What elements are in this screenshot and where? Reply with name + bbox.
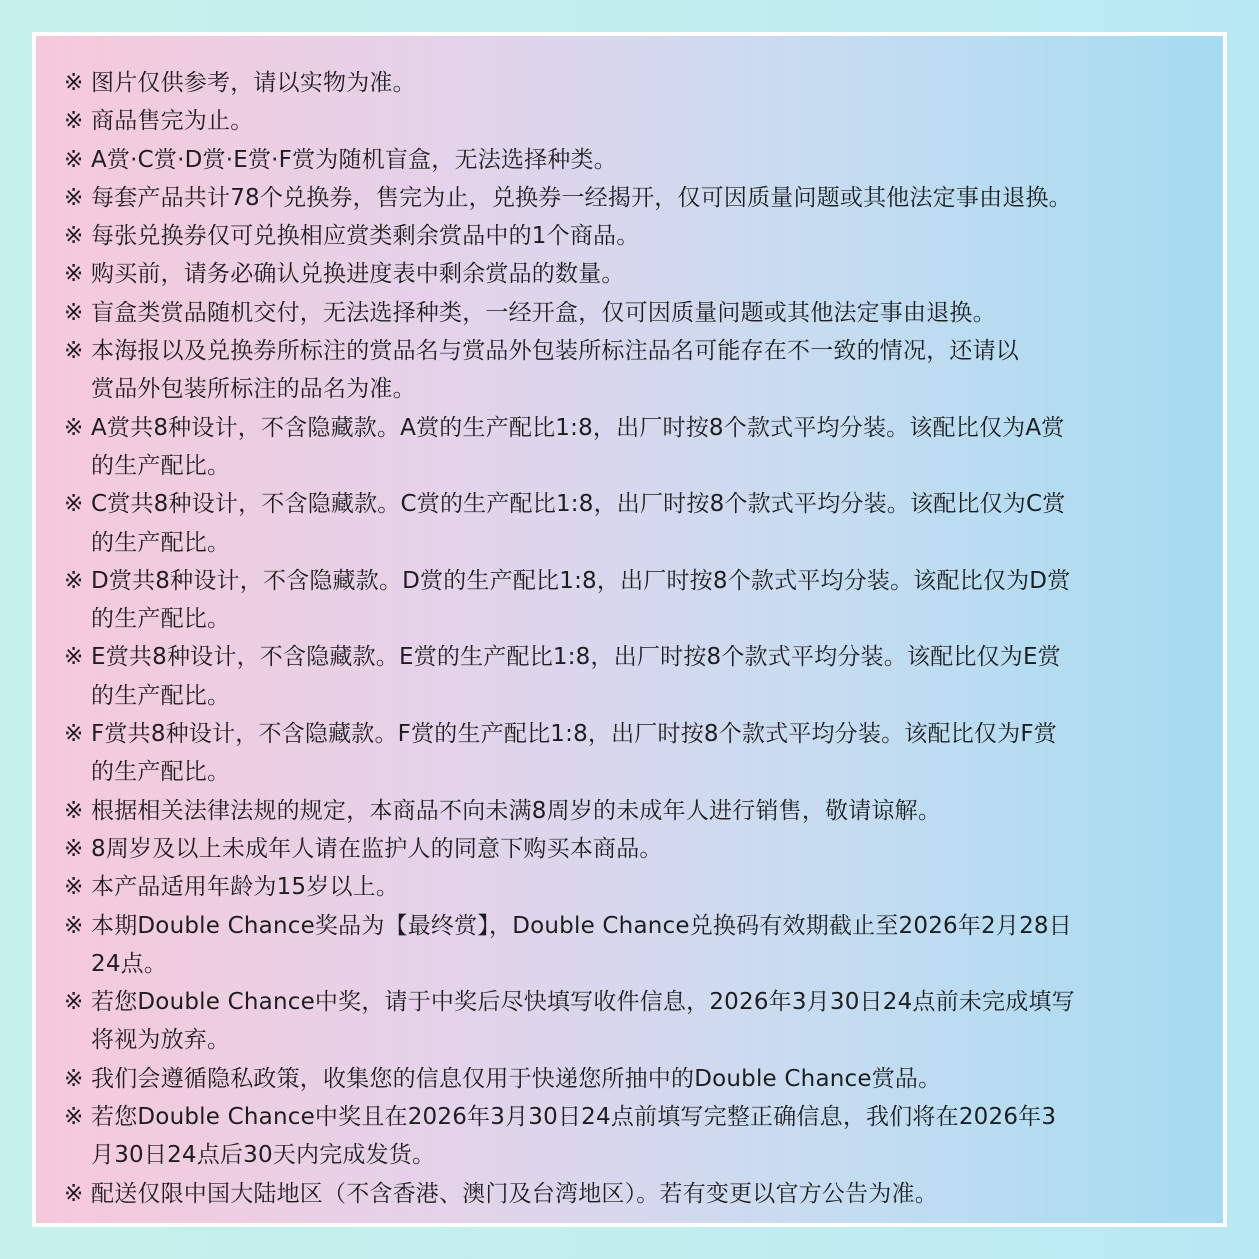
notice-item (64, 1060, 1204, 1098)
notice-text-line: 的生产配比。 (91, 606, 231, 633)
reference-mark: ※ (64, 146, 84, 173)
notice-text-line: 本海报以及兑换券所标注的赏品名与赏品外包装所标注品名可能存在不一致的情况，还请以 (91, 338, 1019, 365)
notice-text-line: 图片仅供参考，请以实物为准。 (91, 70, 416, 96)
notice-item (64, 179, 1204, 217)
notice-item (64, 830, 1204, 868)
notice-item (64, 715, 1204, 792)
reference-mark: ※ (64, 912, 84, 939)
notice-text-line: 将视为放弃。 (91, 1027, 231, 1054)
notice-text-line: 24点。 (91, 950, 168, 977)
notice-item (64, 217, 1204, 255)
notice-item (64, 102, 1204, 140)
notice-item (64, 485, 1204, 562)
reference-mark: ※ (64, 70, 84, 96)
notice-item (64, 562, 1204, 639)
notice-text-line: 购买前，请务必确认兑换进度表中剩余赏品的数量。 (91, 261, 625, 288)
notice-text-line: 配送仅限中国大陆地区（不含香港、澳门及台湾地区）。若有变更以官方公告为准。 (91, 1180, 938, 1207)
reference-mark: ※ (64, 644, 84, 671)
notice-item (64, 1175, 1204, 1213)
notice-text-line: 每套产品共计78个兑换券，售完为止，兑换券一经揭开，仅可因质量问题或其他法定事由退换。 (91, 184, 1072, 211)
notice-item (64, 868, 1204, 906)
reference-mark: ※ (64, 1104, 84, 1131)
reference-mark: ※ (64, 223, 84, 250)
notice-panel (32, 32, 1227, 1227)
notice-text-line: D赏共8种设计，不含隐藏款。D赏的生产配比1:8，出厂时按8个款式平均分装。该配比仅为D赏 (91, 567, 1071, 594)
notice-text-line: 赏品外包装所标注的品名为准。 (91, 376, 416, 403)
reference-mark: ※ (64, 299, 84, 326)
notice-text-line: F赏共8种设计，不含隐藏款。F赏的生产配比1:8，出厂时按8个款式平均分装。该配比仅为F赏 (91, 721, 1057, 748)
notice-text-line: 的生产配比。 (91, 759, 231, 786)
notice-text-line: E赏共8种设计，不含隐藏款。E赏的生产配比1:8，出厂时按8个款式平均分装。该配比仅为E赏 (91, 644, 1061, 671)
reference-mark: ※ (64, 261, 84, 288)
reference-mark: ※ (64, 414, 84, 441)
reference-mark: ※ (64, 184, 84, 211)
notice-item (64, 792, 1204, 830)
reference-mark: ※ (64, 567, 84, 594)
notice-item (64, 141, 1204, 179)
reference-mark: ※ (64, 797, 84, 824)
notice-item (64, 255, 1204, 293)
notice-list (64, 64, 1204, 1213)
notice-item (64, 983, 1204, 1060)
notice-text-line: 商品售完为止。 (91, 108, 254, 135)
notice-text-line: 每张兑换券仅可兑换相应赏类剩余赏品中的1个商品。 (91, 223, 640, 250)
notice-text-line: 的生产配比。 (91, 529, 231, 556)
notice-text-line: C赏共8种设计，不含隐藏款。C赏的生产配比1:8，出厂时按8个款式平均分装。该配比仅为C赏 (91, 491, 1066, 518)
reference-mark: ※ (64, 108, 84, 135)
notice-item (64, 907, 1204, 984)
notice-text-line: 月30日24点后30天内完成发货。 (91, 1142, 436, 1169)
notice-item (64, 332, 1204, 409)
notice-text-line: A赏共8种设计，不含隐藏款。A赏的生产配比1:8，出厂时按8个款式平均分装。该配比仅为A赏 (91, 414, 1065, 441)
notice-text-line: 的生产配比。 (91, 452, 231, 479)
reference-mark: ※ (64, 835, 84, 862)
notice-text-line: 若您Double Chance中奖且在2026年3月30日24点前填写完整正确信息，我们将在2026年3 (91, 1104, 1057, 1131)
reference-mark: ※ (64, 989, 84, 1016)
reference-mark: ※ (64, 338, 84, 365)
notice-item (64, 294, 1204, 332)
notice-item (64, 638, 1204, 715)
notice-text-line: 我们会遵循隐私政策，收集您的信息仅用于快递您所抽中的Double Chance赏品。 (91, 1065, 942, 1092)
reference-mark: ※ (64, 1065, 84, 1092)
notice-item (64, 1098, 1204, 1175)
notice-text-line: A赏·C赏·D赏·E赏·F赏为随机盲盒，无法选择种类。 (91, 146, 617, 173)
notice-text-line: 盲盒类赏品随机交付，无法选择种类，一经开盒，仅可因质量问题或其他法定事由退换。 (91, 299, 996, 326)
reference-mark: ※ (64, 1180, 84, 1207)
notice-text-line: 本产品适用年龄为15岁以上。 (91, 874, 400, 901)
reference-mark: ※ (64, 491, 84, 518)
notice-text-line: 若您Double Chance中奖，请于中奖后尽快填写收件信息，2026年3月30日24点前未完成填写 (91, 989, 1075, 1016)
notice-item (64, 409, 1204, 486)
reference-mark: ※ (64, 874, 84, 901)
notice-item (64, 64, 1204, 102)
notice-text-line: 8周岁及以上未成年人请在监护人的同意下购买本商品。 (91, 835, 663, 862)
reference-mark: ※ (64, 721, 84, 748)
notice-text-line: 的生产配比。 (91, 682, 231, 709)
notice-text-line: 本期Double Chance奖品为【最终赏】，Double Chance兑换码有效期截止至2026年2月28日 (91, 912, 1072, 939)
notice-text-line: 根据相关法律法规的规定，本商品不向未满8周岁的未成年人进行销售，敬请谅解。 (91, 797, 942, 824)
